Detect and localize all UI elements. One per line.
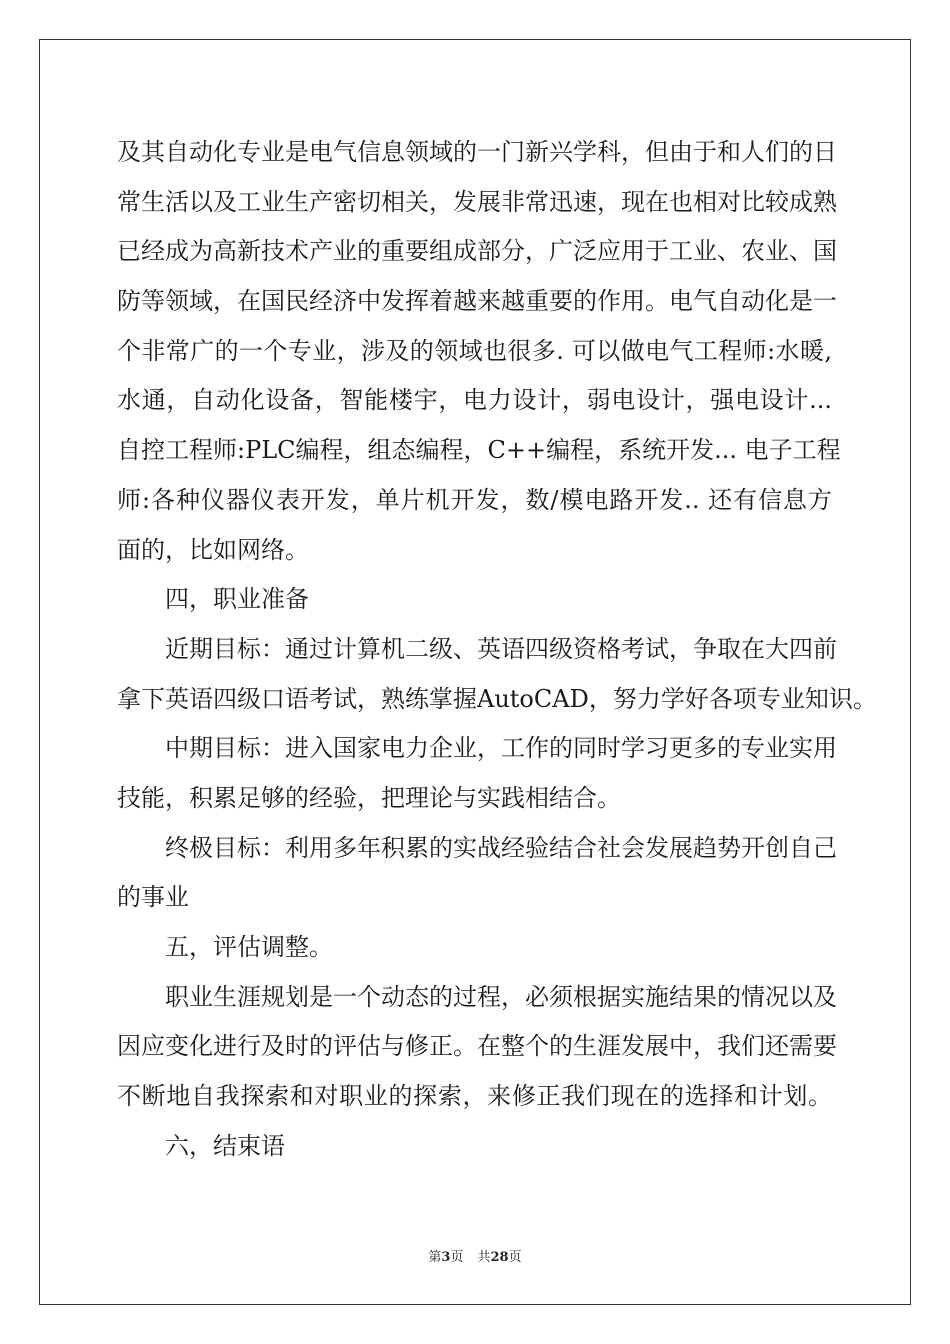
footer-page-suffix: 页 bbox=[450, 1250, 464, 1265]
document-body bbox=[117, 128, 877, 1171]
text-line: 四，职业准备 bbox=[165, 585, 309, 614]
text-line: 常生活以及工业生产密切相关，发展非常迅速，现在也相对比较成熟 bbox=[117, 187, 837, 216]
text-line: 自控工程师:PLC编程，组态编程，C++编程，系统开发... 电子工程 bbox=[117, 436, 841, 465]
text-line: 因应变化进行及时的评估与修正。在整个的生涯发展中，我们还需要 bbox=[117, 1032, 837, 1061]
footer-page-total: 28 bbox=[490, 1250, 509, 1265]
footer-total-prefix: 共 bbox=[477, 1250, 491, 1265]
text-line: 拿下英语四级口语考试，熟练掌握AutoCAD，努力学好各项专业知识。 bbox=[117, 684, 877, 713]
text-line: 已经成为高新技术产业的重要组成部分，广泛应用于工业、农业、国 bbox=[117, 237, 837, 266]
text-line: 水通，自动化设备，智能楼宇，电力设计，弱电设计，强电设计... bbox=[117, 386, 832, 415]
text-line: 近期目标：通过计算机二级、英语四级资格考试，争取在大四前 bbox=[165, 634, 837, 663]
footer-page-current: 3 bbox=[441, 1250, 451, 1265]
text-line: 防等领域，在国民经济中发挥着越来越重要的作用。电气自动化是一 bbox=[117, 287, 837, 316]
text-line: 师:各种仪器仪表开发，单片机开发，数/模电路开发.. 还有信息方 bbox=[117, 485, 832, 514]
text-line: 不断地自我探索和对职业的探索，来修正我们现在的选择和计划。 bbox=[117, 1082, 832, 1111]
text-line: 的事业 bbox=[117, 883, 189, 912]
text-line: 面的，比如网络。 bbox=[117, 535, 309, 564]
text-line: 五，评估调整。 bbox=[165, 933, 333, 961]
text-line: 个非常广的一个专业，涉及的领域也很多. 可以做电气工程师:水暖, bbox=[117, 336, 832, 365]
text-line: 职业生涯规划是一个动态的过程，必须根据实施结果的情况以及 bbox=[165, 982, 837, 1011]
footer-page-prefix: 第 bbox=[428, 1250, 442, 1265]
text-line: 中期目标：进入国家电力企业，工作的同时学习更多的专业实用 bbox=[165, 734, 837, 763]
text-line: 六，结束语 bbox=[165, 1131, 285, 1160]
page-footer bbox=[0, 1246, 950, 1265]
text-line: 技能，积累足够的经验，把理论与实践相结合。 bbox=[117, 783, 621, 812]
footer-total-suffix: 页 bbox=[508, 1250, 522, 1265]
text-line: 终极目标：利用多年积累的实战经验结合社会发展趋势开创自己 bbox=[165, 833, 837, 862]
text-line: 及其自动化专业是电气信息领域的一门新兴学科，但由于和人们的日 bbox=[117, 138, 837, 166]
